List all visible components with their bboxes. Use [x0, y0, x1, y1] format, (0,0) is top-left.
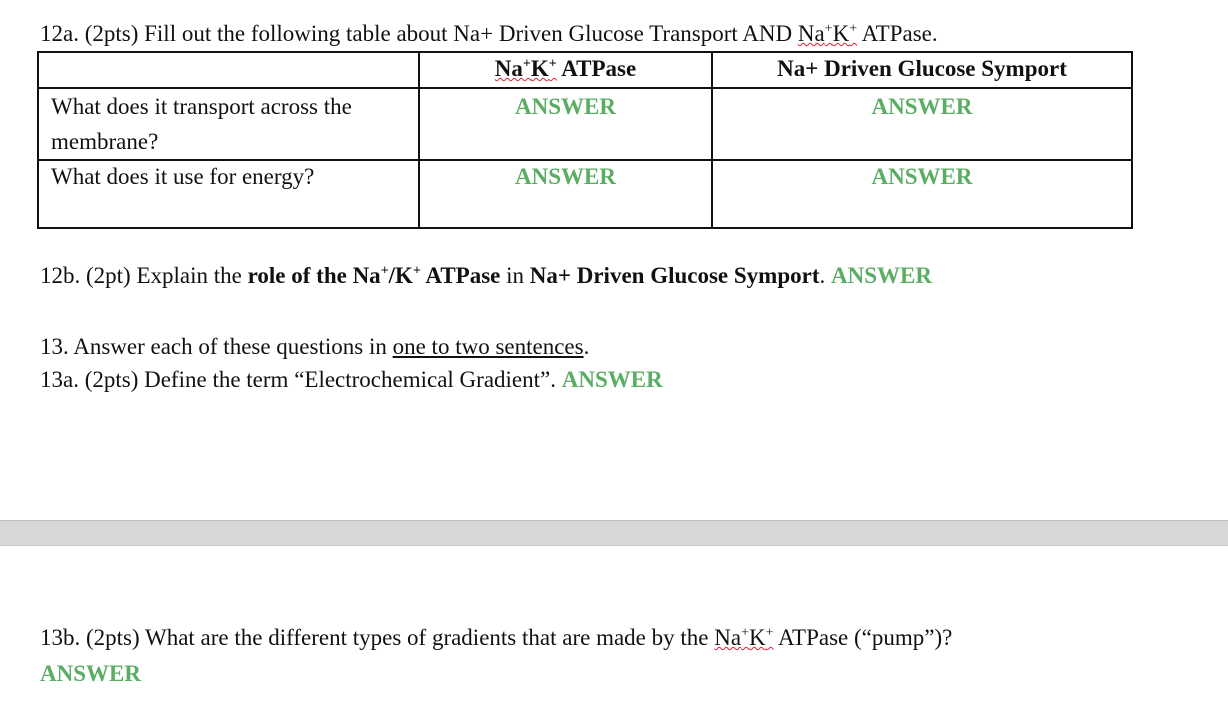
document-page-2: [0, 546, 1228, 706]
answer-cell[interactable]: ANSWER: [419, 88, 712, 160]
header-glucose-symport: Na+ Driven Glucose Symport: [712, 52, 1132, 88]
answer-text[interactable]: ANSWER: [561, 367, 663, 392]
header-na-k-atpase: Na+K+ ATPase: [419, 52, 712, 88]
table-row: [38, 160, 1132, 228]
comparison-table: [37, 51, 1133, 229]
answer-cell[interactable]: ANSWER: [712, 88, 1132, 160]
page-break-separator: [0, 520, 1228, 546]
question-13a: 13a. (2pts) Define the term “Electrochemical Gradient”. ANSWER: [40, 367, 663, 392]
table-row: [38, 88, 1132, 160]
answer-text[interactable]: ANSWER: [40, 661, 141, 686]
question-12b: 12b. (2pt) Explain the role of the Na+/K+ ATPase in Na+ Driven Glucose Symport. ANSWER: [40, 263, 932, 288]
header-blank-cell: [38, 52, 419, 88]
table-header-row: [38, 52, 1132, 88]
question-12a: 12a. (2pts) Fill out the following table about Na+ Driven Glucose Transport AND Na+K+ ATPase.: [40, 21, 938, 46]
na-k-squiggle-text: Na+K+: [797, 21, 858, 46]
answer-text[interactable]: ANSWER: [831, 263, 932, 288]
answer-cell[interactable]: ANSWER: [712, 160, 1132, 228]
answer-cell[interactable]: ANSWER: [419, 160, 712, 228]
question-13: 13. Answer each of these questions in one to two sentences.: [40, 334, 590, 359]
row-question: What does it transport across the membrane?: [38, 88, 419, 160]
question-13b: 13b. (2pts) What are the different types of gradients that are made by the Na+K+ ATPase (“pump”)?: [40, 625, 953, 650]
row-question: What does it use for energy?: [38, 160, 419, 228]
